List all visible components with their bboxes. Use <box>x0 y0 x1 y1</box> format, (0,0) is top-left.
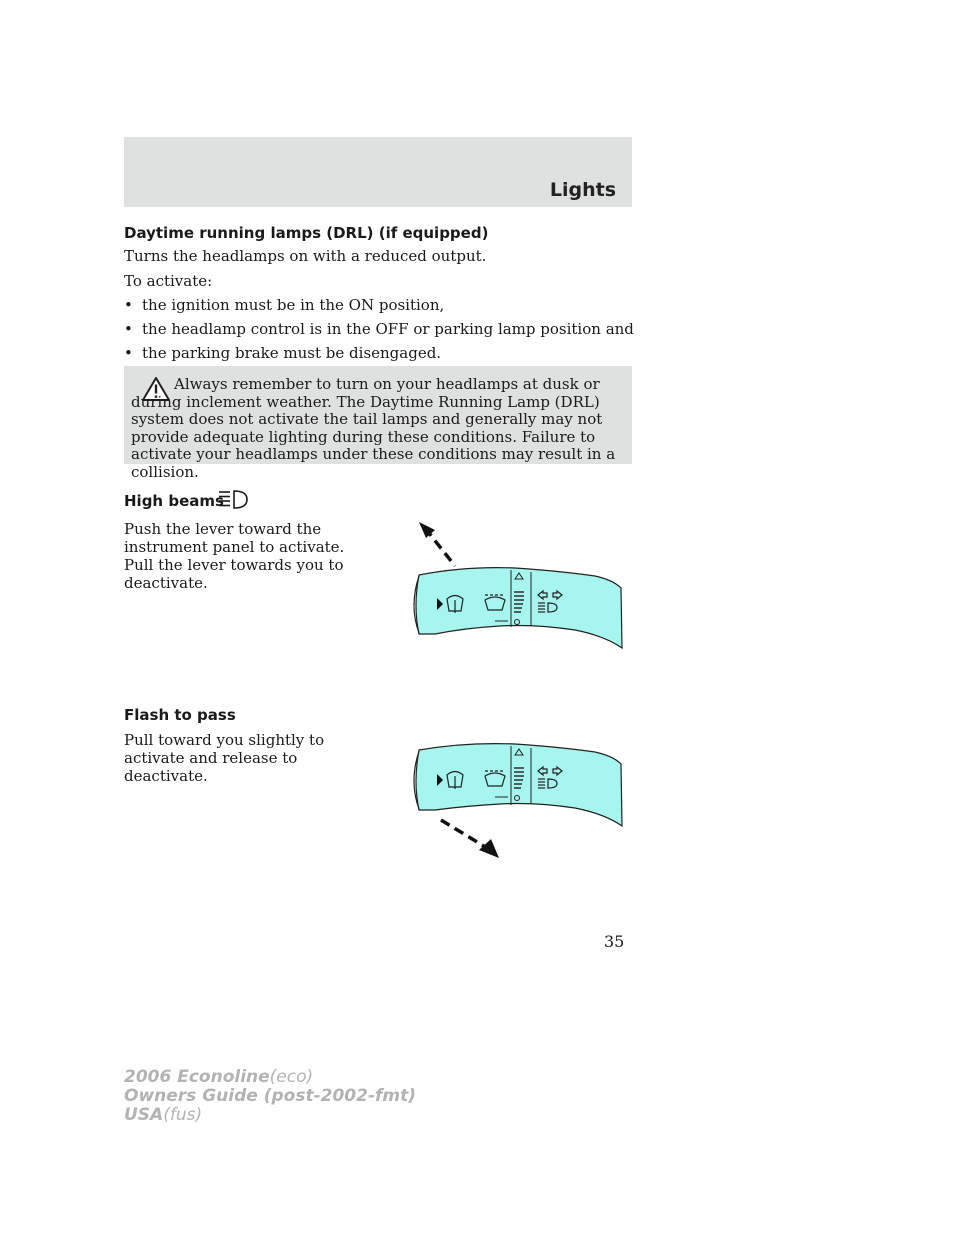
list-item: • the ignition must be in the ON position, <box>124 296 445 314</box>
drl-activate-label: To activate: <box>124 272 213 290</box>
page-number: 35 <box>604 932 625 951</box>
pull-arrow-shaft <box>441 820 487 848</box>
high-beam-icon <box>218 490 250 510</box>
high-beams-heading: High beams <box>124 492 224 510</box>
push-arrow-head <box>419 522 435 538</box>
list-item: • the parking brake must be disengaged. <box>124 344 442 362</box>
lever-stalk <box>416 744 622 826</box>
lever-pull-diagram <box>405 740 627 860</box>
lever-push-diagram <box>405 520 627 652</box>
drl-intro: Turns the headlamps on with a reduced output. <box>124 247 487 265</box>
bullet-icon: • <box>124 344 133 362</box>
footer: 2006 Econoline(eco) Owners Guide (post-2002-fmt) USA(fus) <box>124 1067 417 1125</box>
bullet-icon: • <box>124 296 133 314</box>
flash-to-pass-heading: Flash to pass <box>124 706 236 724</box>
bullet-icon: • <box>124 320 133 338</box>
header-band <box>124 137 632 207</box>
warning-box <box>124 366 632 481</box>
flash-to-pass-text: Pull toward you slightly to activate and release to deactivate. <box>124 731 325 785</box>
list-item: • the headlamp control is in the OFF or parking lamp position and <box>124 320 634 338</box>
warning-text: Always remember to turn on your headlamps at dusk or during inclement weather. The Daytime Running Lamp (DRL) system does not activate the tail lamps and generally may not provide adequate lighting during these conditions. Failure to activate your headlamps under these conditions may result in a collision. <box>131 375 616 481</box>
high-beams-text: Push the lever toward the instrument panel to activate. Pull the lever towards you to deactivate. <box>124 520 345 592</box>
pull-arrow-head <box>479 839 499 858</box>
drl-heading: Daytime running lamps (DRL) (if equipped) <box>124 224 489 242</box>
section-title: Lights <box>549 179 616 201</box>
